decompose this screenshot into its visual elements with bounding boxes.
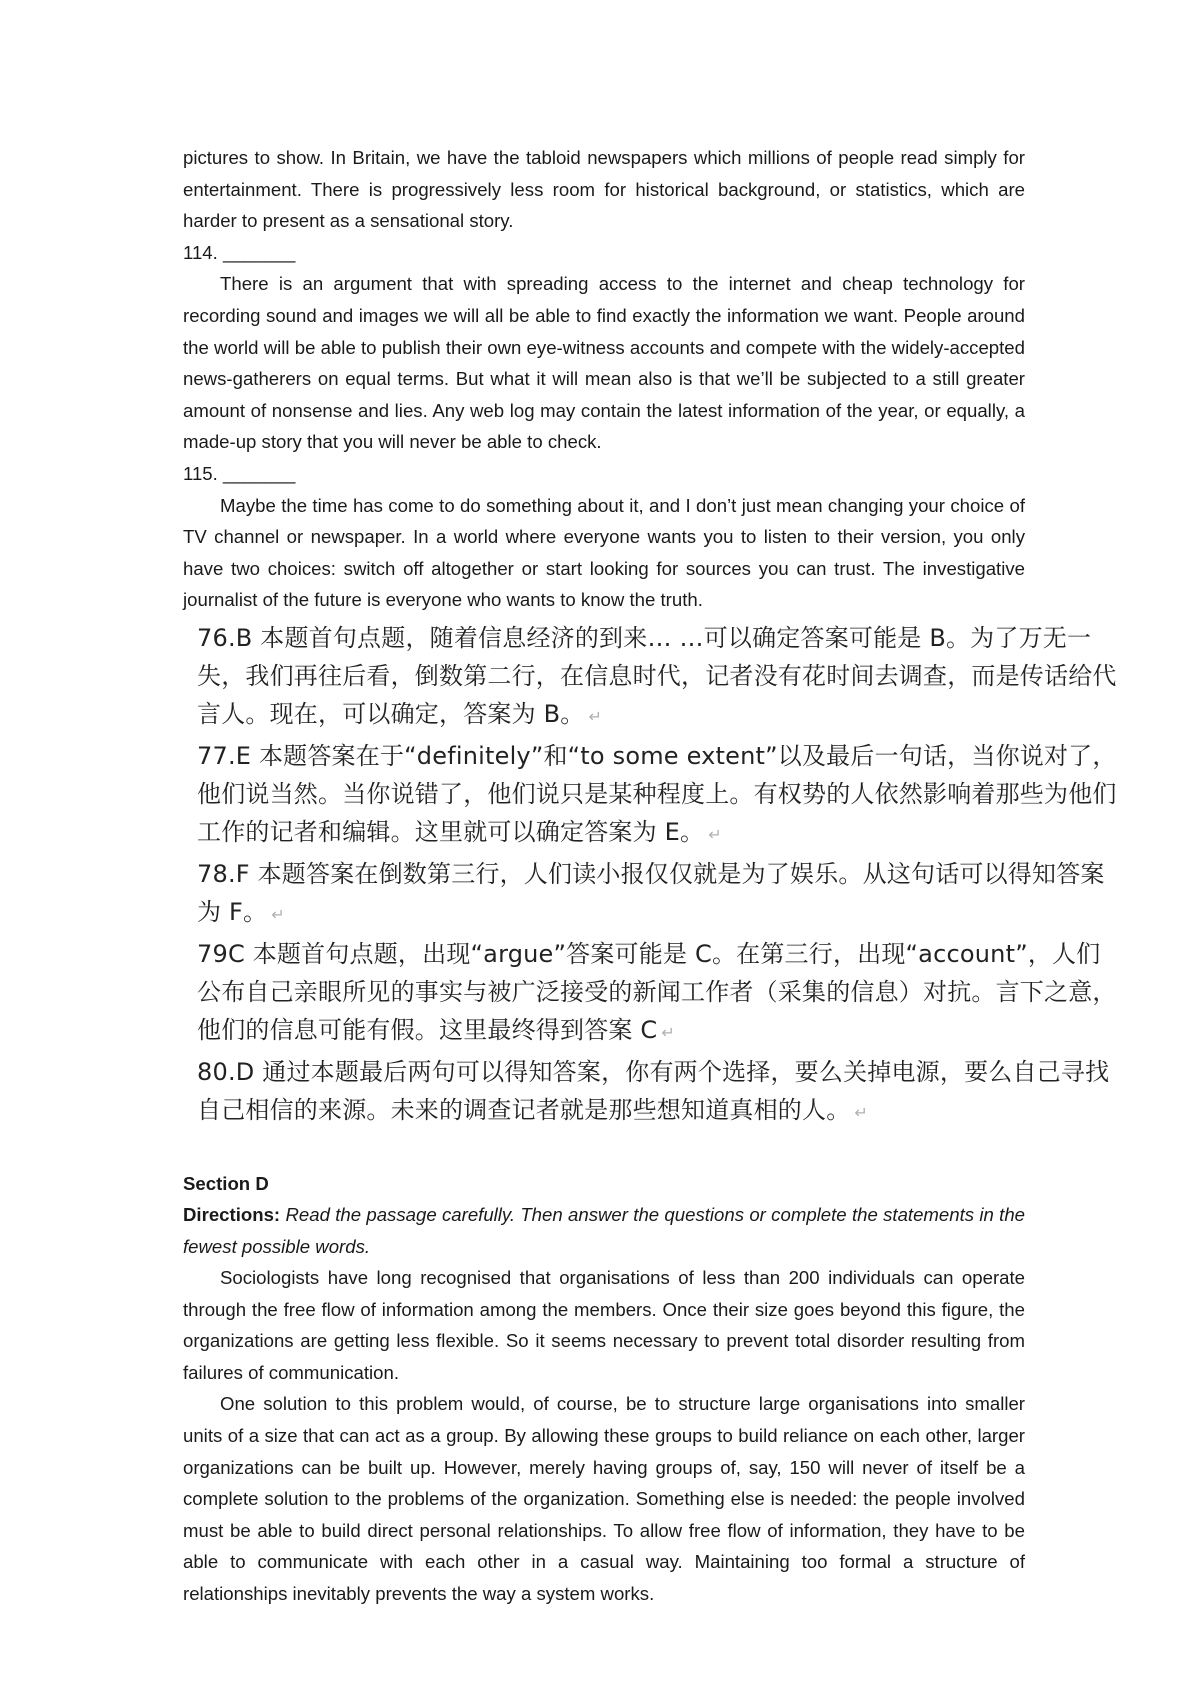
answer-79 [197, 935, 1117, 1052]
section-d-directions [183, 1199, 1025, 1262]
answer-79-text: 79C 本题首句点题，出现“argue”答案可能是 C。在第三行，出现“account”，人们公布自己亲眼所见的事实与被广泛接受的新闻工作者（采集的信息）对抗。言下之意，他们的信息可能有假。这里最终得到答案 C [197, 939, 1117, 1044]
section-d-paragraph-2: One solution to this problem would, of course, be to structure large organisations into smaller units of a size that can act as a group. By allowing these groups to build reliance on each other, larger organizations can be built up. However, merely having groups of, say, 150 will never of itself be a complete solution to the problems of the organization. Something else is needed: the people involved must be able to build direct personal relationships. To allow free flow of information, they have to be able to communicate with each other in a casual way. Maintaining too formal a structure of relationships inevitably prevents the way a system works. [183, 1393, 1025, 1605]
answer-76 [197, 619, 1117, 736]
directions-label: Directions: [183, 1203, 281, 1225]
answer-77-text: 77.E 本题答案在于“definitely”和“to some extent”以及最后一句话，当你说对了，他们说当然。当你说错了，他们说只是某种程度上。有权势的人依然影响着那些为他们工作的记者和编辑。这里就可以确定答案为 E。 [197, 741, 1117, 846]
question-114: 114. _______ [183, 241, 296, 263]
spacer [183, 1133, 1025, 1169]
return-mark-icon: ↵ [661, 1022, 675, 1042]
answer-78-text: 78.F 本题答案在倒数第三行，人们读小报仅仅就是为了娱乐。从这句话可以得知答案为 F。 [197, 859, 1105, 926]
section-d-title: Section D [183, 1172, 269, 1194]
return-mark-icon: ↵ [588, 706, 603, 726]
return-mark-icon: ↵ [271, 904, 285, 924]
passage-paragraph-1: pictures to show. In Britain, we have the tabloid newspapers which millions of people read simply for entertainment. There is progressively less room for historical background, or statistics, which are harder to present as a sensational story. [183, 147, 1025, 232]
answer-explanations [197, 619, 1117, 1132]
question-115: 115. _______ [183, 462, 296, 484]
answer-76-text: 76.B 本题首句点题，随着信息经济的到来… …可以确定答案可能是 B。为了万无一失，我们再往后看，倒数第二行，在信息时代，记者没有花时间去调查，而是传话给代言人。现在，可以确定，答案为 B。 [197, 623, 1117, 728]
answer-77 [197, 737, 1117, 854]
passage-paragraph-2: There is an argument that with spreading access to the internet and cheap technology for recording sound and images we will all be able to find exactly the information we want. People around the world will be able to publish their own eye-witness accounts and compete with the widely-accepted news-gatherers on equal terms. But what it will mean also is that we’ll be subjected to a still greater amount of nonsense and lies. Any web log may contain the latest information of the year, or equally, a made-up story that you will never be able to check. [183, 273, 1025, 453]
return-mark-icon: ↵ [708, 824, 722, 844]
answer-78 [197, 855, 1117, 934]
section-d-paragraph-1: Sociologists have long recognised that organisations of less than 200 individuals can operate through the free flow of information among the members. Once their size goes beyond this figure, the organizations are getting less flexible. So it seems necessary to prevent total disorder resulting from failures of communication. [183, 1267, 1025, 1383]
directions-text: Read the passage carefully. Then answer the questions or complete the statements in the fewest possible words. [183, 1203, 1025, 1257]
answer-80-text: 80.D 通过本题最后两句可以得知答案，你有两个选择，要么关掉电源，要么自己寻找自己相信的来源。未来的调查记者就是那些想知道真相的人。 [197, 1057, 1110, 1124]
answer-80 [197, 1053, 1117, 1132]
document-page [183, 142, 1117, 1610]
passage-paragraph-3: Maybe the time has come to do something about it, and I don’t just mean changing your choice of TV channel or newspaper. In a world where everyone wants you to listen to their version, you only have two choices: switch off altogether or start looking for sources you can trust. The investigative journalist of the future is everyone who wants to know the truth. [183, 494, 1025, 611]
return-mark-icon: ↵ [854, 1102, 869, 1122]
